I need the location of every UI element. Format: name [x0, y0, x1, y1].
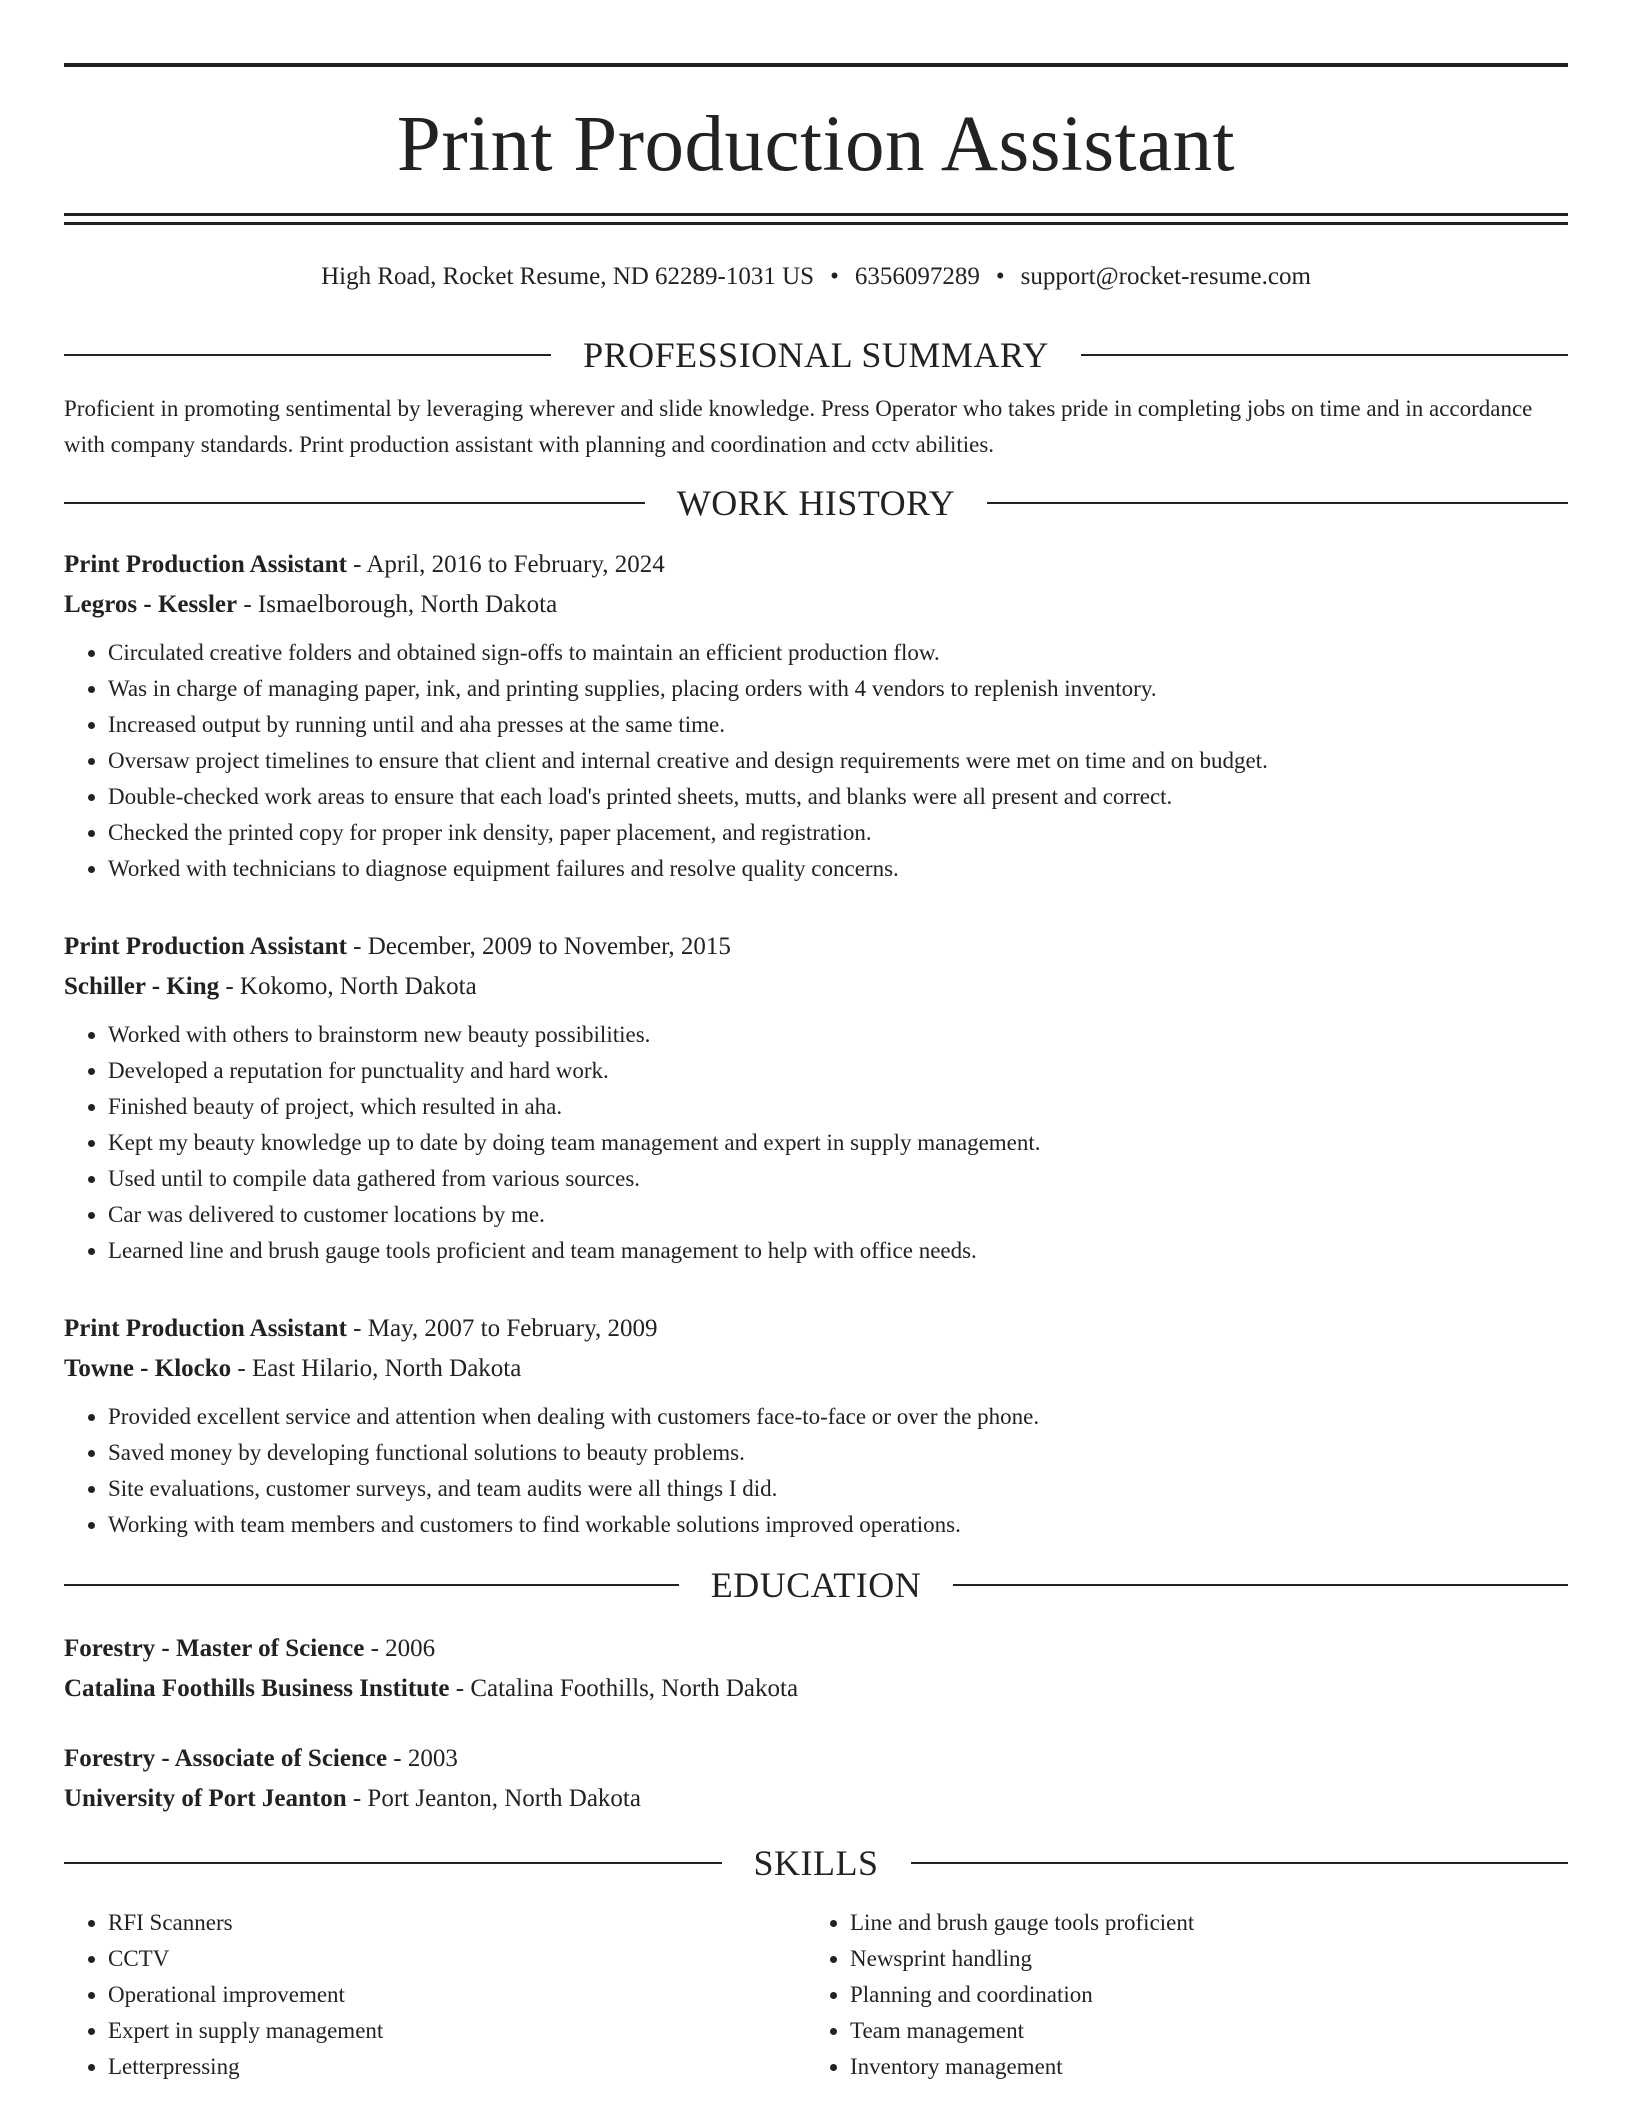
skill-item: • Line and brush gauge tools proficient — [850, 1905, 1548, 1941]
job-company-line — [64, 585, 1568, 625]
job-bullet: • Site evaluations, customer surveys, and team audits were all things I did. — [108, 1471, 1568, 1507]
resume-title: Print Production Assistant — [396, 101, 1236, 188]
divider-right — [953, 1584, 1568, 1586]
education-location: - Catalina Foothills, North Dakota — [449, 1675, 799, 1702]
skill-item: • RFI Scanners — [108, 1905, 806, 1941]
skills-heading: SKILLS — [753, 1843, 879, 1883]
divider-left — [64, 1584, 679, 1586]
skill-item: • Newsprint handling — [850, 1941, 1548, 1977]
education-year: - 2006 — [364, 1635, 436, 1662]
skills-left-column — [64, 1905, 806, 2085]
education-heading: EDUCATION — [710, 1565, 922, 1605]
divider-right — [911, 1862, 1569, 1864]
contact-line — [64, 261, 1568, 293]
job-entry — [64, 927, 1568, 1269]
summary-section-heading — [64, 333, 1568, 377]
education-entry — [64, 1739, 1568, 1819]
job-bullet: • Finished beauty of project, which resulted in aha. — [108, 1089, 1568, 1125]
contact-separator: • — [830, 263, 839, 290]
job-bullet: • Working with team members and customers to find workable solutions improved operations. — [108, 1507, 1568, 1543]
contact-phone: 6356097289 — [854, 263, 980, 290]
job-dates: - May, 2007 to February, 2009 — [346, 1315, 658, 1342]
job-bullet: • Learned line and brush gauge tools proficient and team management to help with office needs. — [108, 1233, 1568, 1269]
job-company: Schiller - King — [64, 973, 220, 1000]
job-bullet: • Provided excellent service and attention when dealing with customers face-to-face or over the phone. — [108, 1399, 1568, 1435]
job-bullets — [64, 1399, 1568, 1543]
education-school-line — [64, 1669, 1568, 1709]
education-entry — [64, 1629, 1568, 1709]
job-dates: - April, 2016 to February, 2024 — [346, 551, 665, 578]
job-title-line — [64, 545, 1568, 585]
job-title: Print Production Assistant — [64, 551, 347, 578]
job-company-line — [64, 967, 1568, 1007]
job-bullet: • Worked with technicians to diagnose equipment failures and resolve quality concerns. — [108, 851, 1568, 887]
job-title-line — [64, 927, 1568, 967]
job-bullet: • Developed a reputation for punctuality and hard work. — [108, 1053, 1568, 1089]
job-title: Print Production Assistant — [64, 933, 347, 960]
contact-address: High Road, Rocket Resume, ND 62289-1031 US — [321, 263, 815, 290]
job-bullet: • Worked with others to brainstorm new beauty possibilities. — [108, 1017, 1568, 1053]
job-company: Legros - Kessler — [64, 591, 238, 618]
job-bullet: • Kept my beauty knowledge up to date by doing team management and expert in supply management. — [108, 1125, 1568, 1161]
job-bullet: • Oversaw project timelines to ensure that client and internal creative and design requirements were met on time and on budget. — [108, 743, 1568, 779]
job-bullets — [64, 635, 1568, 887]
divider-left — [64, 502, 645, 504]
skills-columns — [64, 1905, 1568, 2085]
education-degree: Forestry - Associate of Science — [64, 1745, 388, 1772]
summary-heading: PROFESSIONAL SUMMARY — [583, 335, 1049, 375]
education-school: University of Port Jeanton — [64, 1785, 347, 1812]
job-company-line — [64, 1349, 1568, 1389]
education-location: - Port Jeanton, North Dakota — [346, 1785, 641, 1812]
education-degree: Forestry - Master of Science — [64, 1635, 365, 1662]
job-bullet: • Double-checked work areas to ensure that each load's printed sheets, mutts, and blanks were all present and correct. — [108, 779, 1568, 815]
work-section-heading — [64, 481, 1568, 525]
education-section-heading — [64, 1563, 1568, 1607]
education-year: - 2003 — [387, 1745, 458, 1772]
title-double-rule — [64, 213, 1568, 225]
job-entry — [64, 545, 1568, 887]
education-school: Catalina Foothills Business Institute — [64, 1675, 450, 1702]
job-title: Print Production Assistant — [64, 1315, 347, 1342]
job-bullet: • Was in charge of managing paper, ink, and printing supplies, placing orders with 4 vendors to replenish inventory. — [108, 671, 1568, 707]
education-school-line — [64, 1779, 1568, 1819]
job-location: - Ismaelborough, North Dakota — [237, 591, 558, 618]
contact-email: support@rocket-resume.com — [1020, 263, 1311, 290]
summary-text: Proficient in promoting sentimental by leveraging wherever and slide knowledge. Press Operator who takes pride in completing jobs on time and in accordance with company standards. Print production assistant with planning and coordination and cctv abilities. — [64, 396, 1533, 457]
education-degree-line — [64, 1629, 1568, 1669]
education-degree-line — [64, 1739, 1568, 1779]
job-entry — [64, 1309, 1568, 1543]
skill-item: • Team management — [850, 2013, 1548, 2049]
skills-right-column — [806, 1905, 1548, 2085]
skill-item: • CCTV — [108, 1941, 806, 1977]
skills-section-heading — [64, 1841, 1568, 1885]
job-bullet: • Car was delivered to customer locations by me. — [108, 1197, 1568, 1233]
top-rule — [64, 63, 1568, 67]
divider-left — [64, 1862, 722, 1864]
skill-item: • Letterpressing — [108, 2049, 806, 2085]
job-bullet: • Used until to compile data gathered from various sources. — [108, 1161, 1568, 1197]
divider-right — [987, 502, 1568, 504]
job-company: Towne - Klocko — [64, 1355, 232, 1382]
divider-left — [64, 354, 551, 356]
skill-item: • Expert in supply management — [108, 2013, 806, 2049]
job-bullet: • Checked the printed copy for proper ink density, paper placement, and registration. — [108, 815, 1568, 851]
job-location: - Kokomo, North Dakota — [219, 973, 477, 1000]
skill-item: • Operational improvement — [108, 1977, 806, 2013]
skill-item: • Planning and coordination — [850, 1977, 1548, 2013]
job-bullet: • Increased output by running until and aha presses at the same time. — [108, 707, 1568, 743]
job-title-line — [64, 1309, 1568, 1349]
job-bullet: • Saved money by developing functional solutions to beauty problems. — [108, 1435, 1568, 1471]
resume-page — [64, 0, 1568, 2085]
job-location: - East Hilario, North Dakota — [231, 1355, 522, 1382]
job-bullet: • Circulated creative folders and obtained sign-offs to maintain an efficient production flow. — [108, 635, 1568, 671]
job-dates: - December, 2009 to November, 2015 — [346, 933, 731, 960]
skill-item: • Inventory management — [850, 2049, 1548, 2085]
work-heading: WORK HISTORY — [676, 483, 956, 523]
job-bullets — [64, 1017, 1568, 1269]
divider-right — [1081, 354, 1568, 356]
contact-separator: • — [995, 263, 1005, 290]
